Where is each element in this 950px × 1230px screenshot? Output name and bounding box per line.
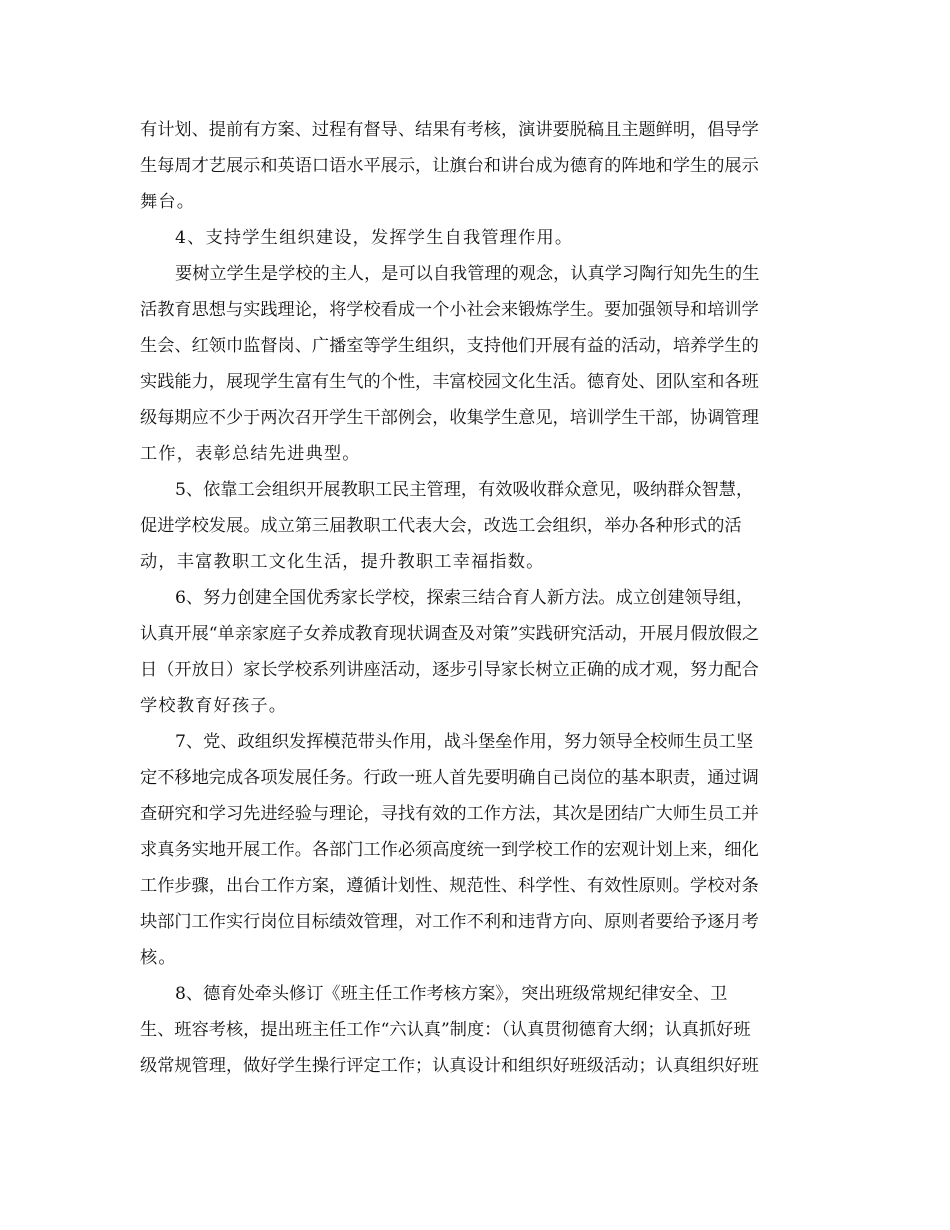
paragraph-p-6: [140, 580, 812, 724]
text-line: 定不移地完成各项发展任务。行政一班人首先要明确自己岗位的基本职责，通过调: [140, 768, 759, 788]
text-line: 活教育思想与实践理论，将学校看成一个小社会来锻炼学生。要加强领导和培训学: [140, 300, 759, 320]
paragraph-p-4-body: [140, 256, 812, 472]
text-line: 学校教育好孩子。: [140, 696, 288, 716]
text-line: 8、德育处牵头修订《班主任工作考核方案》，突出班级常规纪律安全、卫: [175, 984, 728, 1004]
paragraph-p-7: [140, 724, 812, 976]
text-line: 实践能力，展现学生富有生气的个性，丰富校园文化生活。德育处、团队室和各班: [140, 372, 759, 392]
text-line: 核。: [140, 948, 177, 968]
text-line: 认真开展“单亲家庭子女养成教育现状调查及对策”实践研究活动，开展月假放假之: [140, 624, 760, 644]
text-line: 日（开放日）家长学校系列讲座活动，逐步引导家长树立正确的成才观，努力配合: [140, 660, 759, 680]
text-line: 促进学校发展。成立第三届教职工代表大会，改选工会组织，举办各种形式的活: [140, 516, 742, 536]
paragraph-p-4-heading: [140, 220, 812, 256]
text-line: 有计划、提前有方案、过程有督导、结果有考核，演讲要脱稿且主题鲜明，倡导学: [140, 120, 759, 140]
text-line: 块部门工作实行岗位目标绩效管理，对工作不利和违背方向、原则者要给予逐月考: [140, 912, 759, 932]
paragraph-p-8: [140, 976, 812, 1084]
text-line: 4、支持学生组织建设，发挥学生自我管理作用。: [175, 228, 574, 248]
text-line: 级常规管理，做好学生操行评定工作；认真设计和组织好班级活动；认真组织好班: [140, 1056, 759, 1076]
text-line: 5、依靠工会组织开展教职工民主管理，有效吸收群众意见，吸纳群众智慧，: [175, 480, 754, 500]
text-line: 级每期应不少于两次召开学生干部例会，收集学生意见，培训学生干部，协调管理: [140, 408, 759, 428]
text-line: 6、努力创建全国优秀家长学校，探索三结合育人新方法。成立创建领导组，: [175, 588, 754, 608]
text-line: 动，丰富教职工文化生活，提升教职工幸福指数。: [140, 552, 545, 572]
text-line: 7、党、政组织发挥模范带头作用，战斗堡垒作用，努力领导全校师生员工坚: [175, 732, 754, 752]
text-line: 求真务实地开展工作。各部门工作必须高度统一到学校工作的宏观计划上来，细化: [140, 840, 759, 860]
text-line: 舞台。: [140, 192, 196, 212]
text-line: 查研究和学习先进经验与理论，寻找有效的工作方法，其次是团结广大师生员工并: [140, 804, 759, 824]
text-line: 生每周才艺展示和英语口语水平展示，让旗台和讲台成为德育的阵地和学生的展示: [140, 156, 759, 176]
text-line: 工作步骤，出台工作方案，遵循计划性、规范性、科学性、有效性原则。学校对条: [140, 876, 759, 896]
text-line: 要树立学生是学校的主人，是可以自我管理的观念，认真学习陶行知先生的生: [175, 264, 760, 284]
text-line: 生会、红领巾监督岗、广播室等学生组织，支持他们开展有益的活动，培养学生的: [140, 336, 759, 356]
paragraph-p-continued: [140, 112, 812, 220]
document-page: [140, 112, 812, 1084]
text-line: 生、班容考核，提出班主任工作“六认真”制度：（认真贯彻德育大纲；认真抓好班: [140, 1020, 751, 1040]
text-line: 工作，表彰总结先进典型。: [140, 444, 361, 464]
paragraph-p-5: [140, 472, 812, 580]
